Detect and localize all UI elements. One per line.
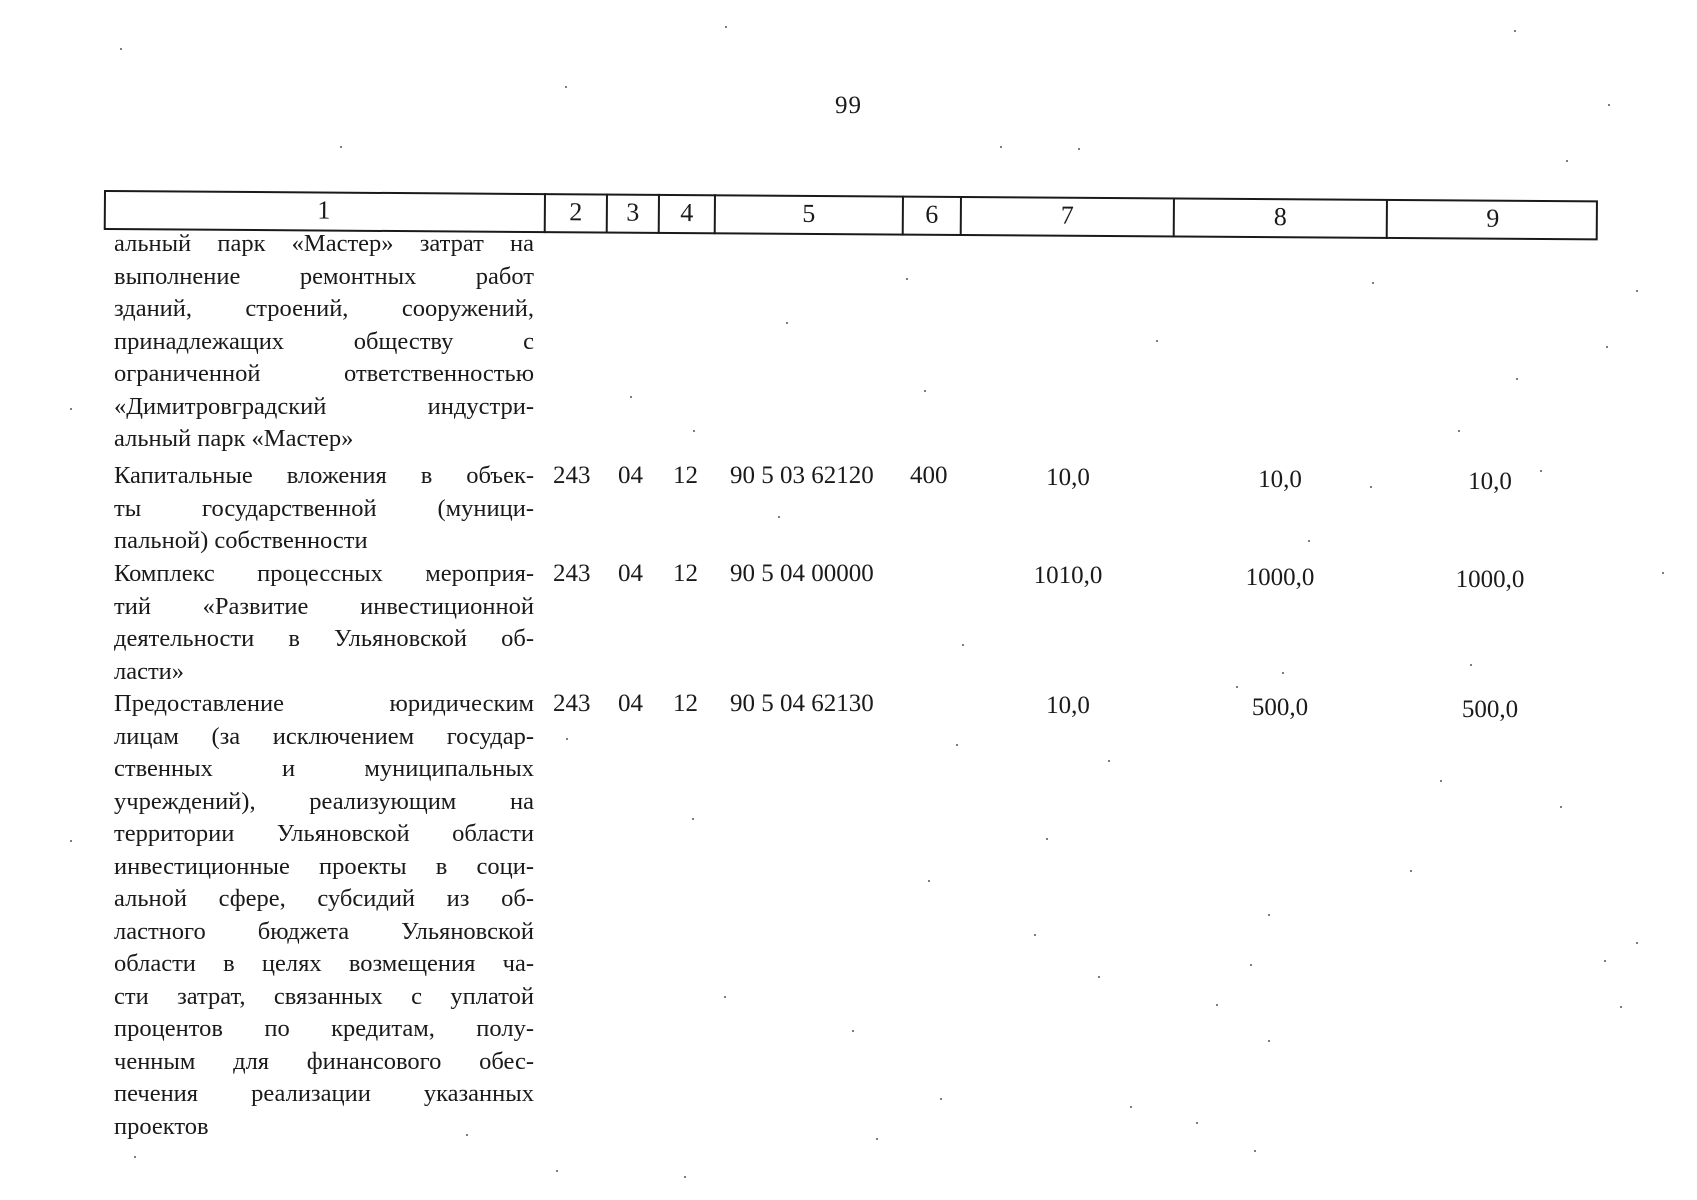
row-3-line: тий «Развитие инвестиционной — [114, 592, 534, 620]
row-4-col-7: 10,0 — [1046, 692, 1090, 719]
header-col-5: 5 — [714, 194, 902, 235]
row-3-line: деятельности в Ульяновской об- — [114, 625, 534, 652]
row-3-line: ласти» — [114, 657, 185, 685]
row-1-line: «Димитровградский индустри- — [114, 392, 534, 420]
row-2-col-7: 10,0 — [1046, 464, 1090, 491]
row-4-line: проектов — [114, 1112, 209, 1140]
row-4-line: Предоставление юридическим — [114, 690, 534, 717]
row-4-col-4: 12 — [673, 690, 698, 717]
table-row-4-description — [114, 688, 534, 1143]
row-2-col-3: 04 — [618, 462, 643, 489]
row-2-col-6: 400 — [910, 462, 948, 489]
table-row-1-description — [114, 228, 534, 456]
row-1-line: ограниченной ответственностью — [114, 360, 534, 387]
row-3-line: Комплекс процессных мероприя- — [114, 560, 534, 587]
row-4-line: альной сфере, субсидий из об- — [114, 885, 534, 912]
row-4-col-2: 243 — [553, 690, 591, 717]
row-1-line: выполнение ремонтных работ — [114, 262, 534, 290]
row-4-line: процентов по кредитам, полу- — [114, 1015, 534, 1042]
row-3-col-8: 1000,0 — [1245, 564, 1315, 591]
row-4-line: ластного бюджета Ульяновской — [114, 917, 534, 945]
row-4-line: ственных и муниципальных — [114, 755, 534, 782]
row-2-line: пальной) собственности — [114, 527, 368, 554]
table-row-3-description — [114, 558, 534, 688]
row-4-line: учреждений), реализующим на — [114, 787, 534, 815]
header-col-9: 9 — [1386, 199, 1598, 240]
row-1-line: принадлежащих обществу с — [114, 327, 534, 355]
row-3-col-7: 1010,0 — [1033, 562, 1103, 589]
header-col-8: 8 — [1173, 197, 1386, 238]
row-3-col-4: 12 — [673, 560, 698, 587]
row-1-line: зданий, строений, сооружений, — [114, 295, 534, 322]
header-col-3: 3 — [606, 194, 658, 234]
header-col-7: 7 — [960, 196, 1173, 237]
row-4-col-5: 90 5 04 62130 — [730, 690, 874, 717]
row-2-line: Капитальные вложения в объек- — [114, 462, 534, 489]
row-4-col-8: 500,0 — [1251, 694, 1309, 721]
row-4-line: ченным для финансового обес- — [114, 1047, 534, 1075]
row-3-col-3: 04 — [618, 560, 643, 587]
row-1-line: альный парк «Мастер» затрат на — [114, 230, 534, 257]
header-col-6: 6 — [902, 196, 960, 236]
row-2-col-9: 10,0 — [1468, 468, 1512, 495]
header-col-4: 4 — [658, 194, 714, 234]
row-2-col-4: 12 — [673, 462, 698, 489]
row-4-line: лицам (за исключением государ- — [114, 722, 534, 750]
row-3-col-2: 243 — [553, 560, 591, 587]
row-1-line: альный парк «Мастер» — [114, 425, 354, 452]
table-row-2-description — [114, 460, 534, 558]
row-2-col-5: 90 5 03 62120 — [730, 462, 874, 489]
row-3-col-5: 90 5 04 00000 — [730, 560, 874, 587]
row-4-line: инвестиционные проекты в соци- — [114, 852, 534, 880]
row-4-col-3: 04 — [618, 690, 643, 717]
row-3-col-9: 1000,0 — [1455, 566, 1525, 593]
row-4-line: территории Ульяновской области — [114, 820, 534, 847]
page-number: 99 — [835, 92, 862, 119]
header-col-1: 1 — [317, 195, 331, 225]
row-4-line: печения реализации указанных — [114, 1080, 534, 1107]
row-2-line: ты государственной (муници- — [114, 494, 534, 522]
row-4-line: сти затрат, связанных с уплатой — [114, 982, 534, 1010]
row-2-col-2: 243 — [553, 462, 591, 489]
row-2-col-8: 10,0 — [1258, 466, 1302, 493]
header-col-2: 2 — [544, 193, 606, 233]
row-4-line: области в целях возмещения ча- — [114, 950, 534, 977]
row-4-col-9: 500,0 — [1461, 696, 1519, 723]
